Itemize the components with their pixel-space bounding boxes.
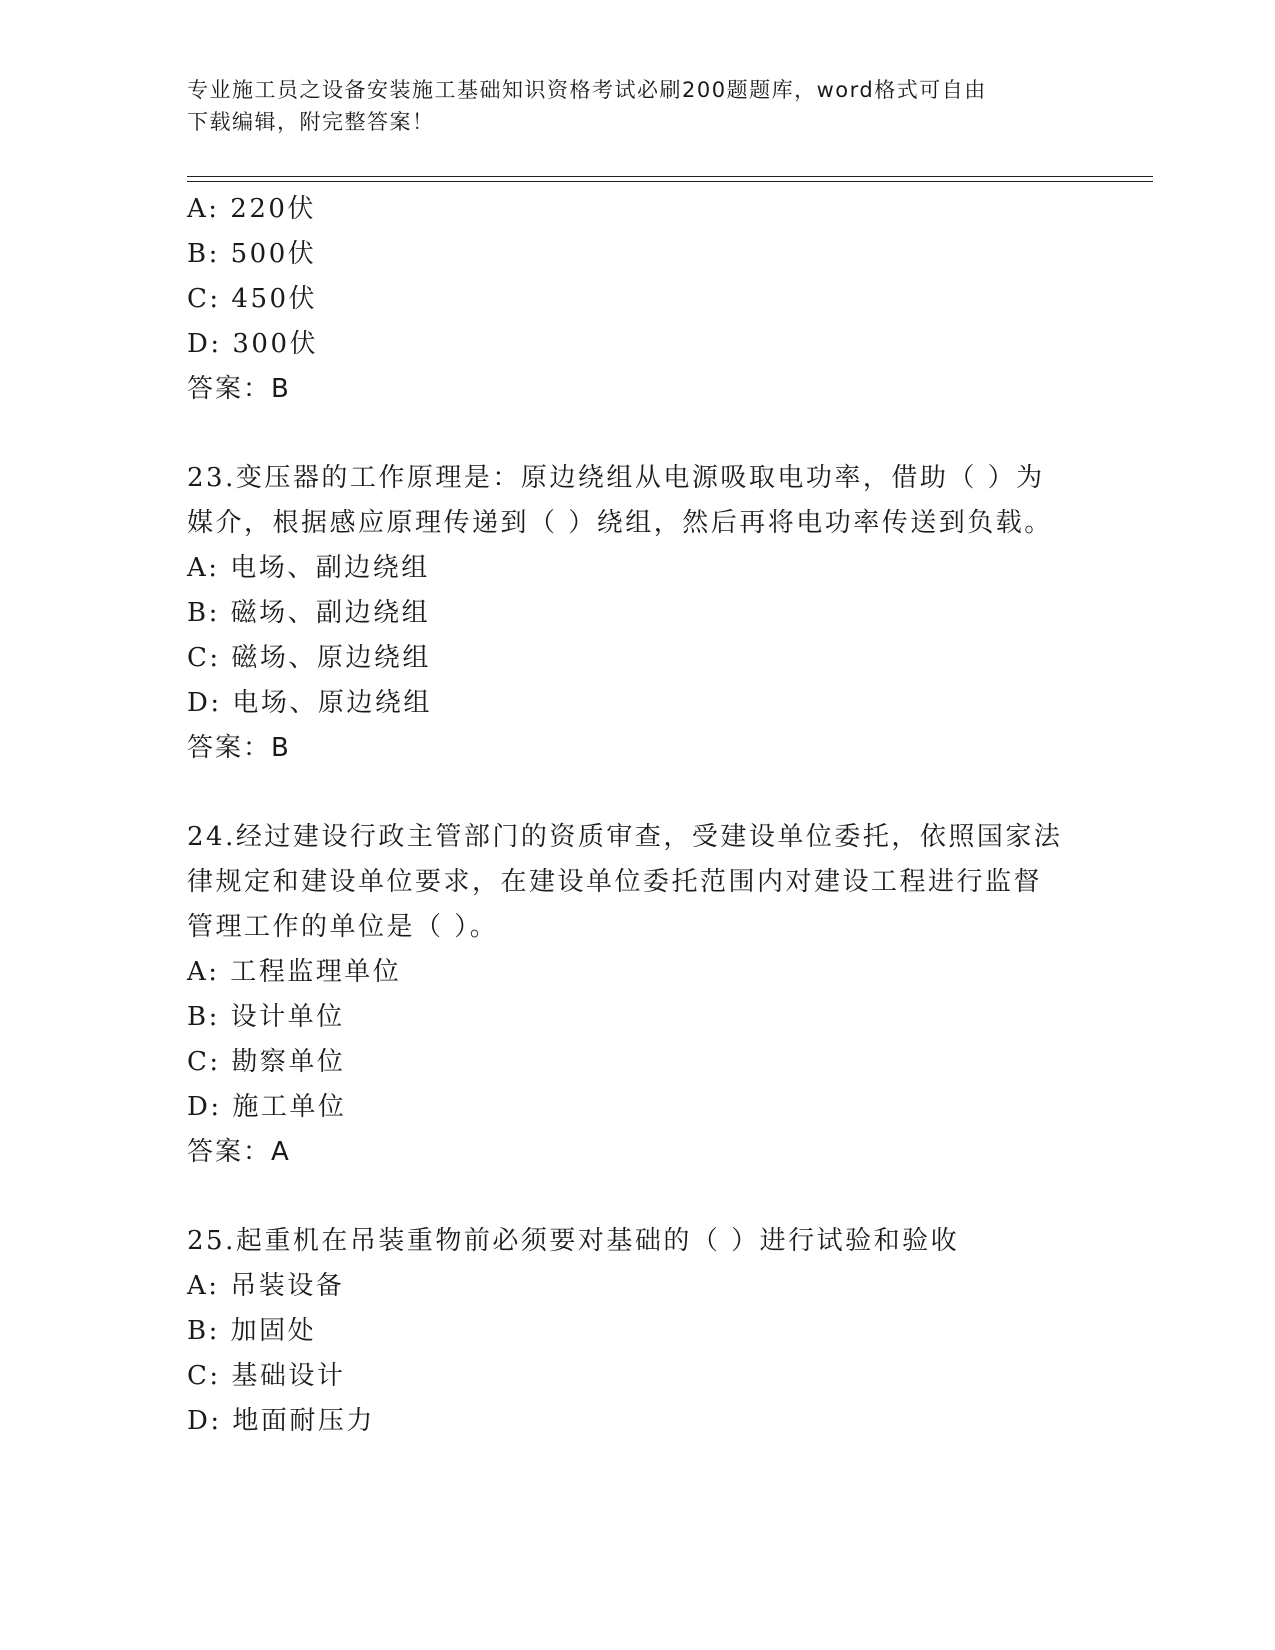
q23-option-d: D: 电场、原边绕组 [187, 688, 432, 718]
header-divider-bottom [187, 181, 1153, 182]
q22-answer: 答案：B [187, 374, 291, 404]
q25-option-b: B: 加固处 [187, 1316, 317, 1346]
q23-option-b: B: 磁场、副边绕组 [187, 598, 431, 628]
q25-option-c: C: 基础设计 [187, 1361, 346, 1391]
q24-option-a: A: 工程监理单位 [187, 957, 402, 987]
q23-option-a: A: 电场、副边绕组 [187, 553, 430, 583]
q22-option-a: A: 220伏 [187, 194, 316, 224]
q24-answer: 答案：A [187, 1137, 291, 1167]
q25-text-line-1: 25.起重机在吊装重物前必须要对基础的（ ）进行试验和验收 [187, 1226, 960, 1256]
q22-option-d: D: 300伏 [187, 329, 318, 359]
q23-answer: 答案：B [187, 733, 291, 763]
q24-option-d: D: 施工单位 [187, 1092, 347, 1122]
header-line-2: 下载编辑，附完整答案！ [187, 110, 435, 134]
q22-option-b: B: 500伏 [187, 239, 317, 269]
q25-option-d: D: 地面耐压力 [187, 1406, 375, 1436]
q24-text-line-3: 管理工作的单位是（ ）。 [187, 912, 499, 942]
q24-option-b: B: 设计单位 [187, 1002, 345, 1032]
q23-text-line-2: 媒介，根据感应原理传递到（ ）绕组，然后再将电功率传送到负载。 [187, 508, 1053, 538]
document-header [187, 74, 1087, 138]
q22-option-c: C: 450伏 [187, 284, 318, 314]
header-line-1: 专业施工员之设备安装施工基础知识资格考试必刷200题题库，word格式可自由 [187, 78, 987, 102]
q25-option-a: A: 吊装设备 [187, 1271, 345, 1301]
q24-text-line-2: 律规定和建设单位要求，在建设单位委托范围内对建设工程进行监督 [187, 867, 1043, 897]
q24-option-c: C: 勘察单位 [187, 1047, 346, 1077]
header-divider-top [187, 176, 1153, 177]
q24-text-line-1: 24.经过建设行政主管部门的资质审查，受建设单位委托，依照国家法 [187, 822, 1063, 852]
q23-option-c: C: 磁场、原边绕组 [187, 643, 431, 673]
q23-text-line-1: 23.变压器的工作原理是：原边绕组从电源吸取电功率，借助（ ）为 [187, 463, 1045, 493]
